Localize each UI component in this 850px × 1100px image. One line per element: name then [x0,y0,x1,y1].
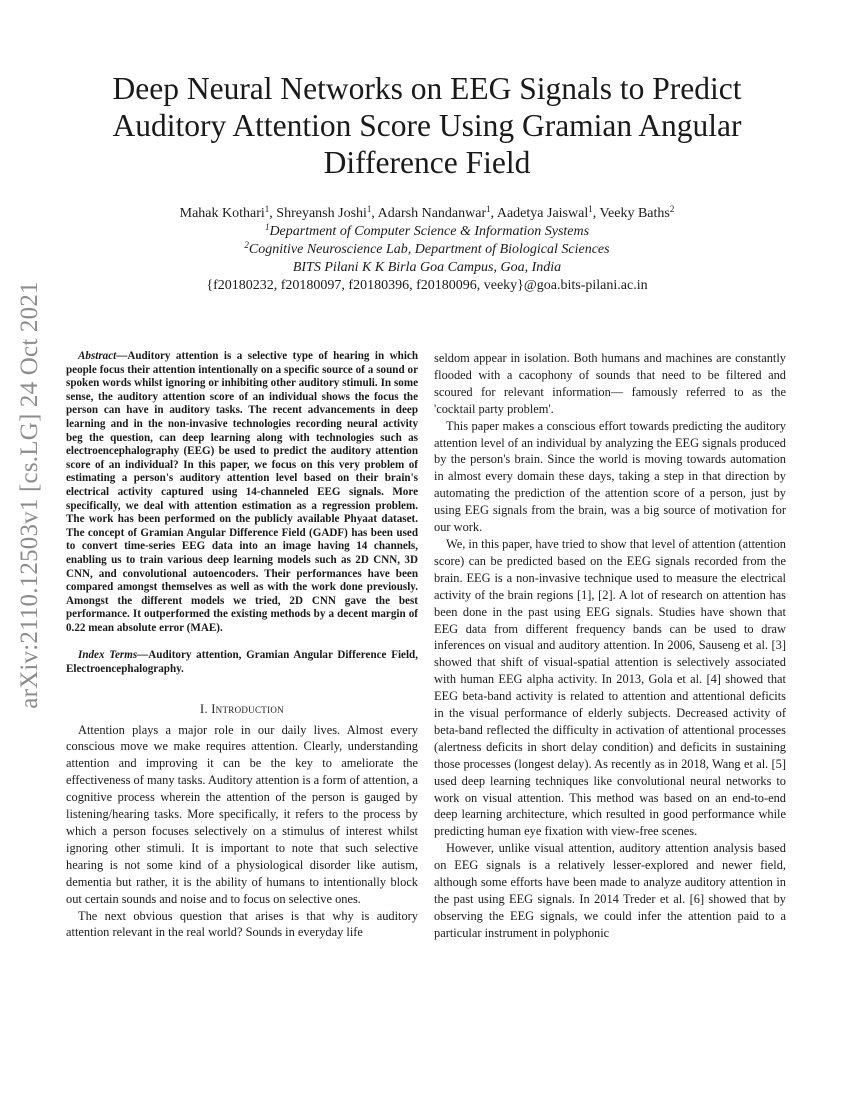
author-affiliation-mark: 2 [669,204,675,214]
arxiv-stamp-text: arXiv:2110.12503v1 [cs.LG] 24 Oct 2021 [16,281,43,709]
author: Shreyansh Joshi [276,206,367,221]
body-paragraph: The next obvious question that arises is that why is auditory attention relevant in the real world? Sounds in everyday life [66,908,418,940]
index-terms [66,649,418,676]
author: Veeky Baths [599,206,670,221]
author-affiliation-mark: 1 [264,204,270,214]
affiliation-mark: 2 [244,240,249,250]
right-column [434,350,786,942]
affiliation-mark: 1 [264,222,270,232]
abstract [66,350,418,635]
author-affiliation-mark: 1 [486,204,491,214]
left-column [66,350,418,941]
author-affiliation-mark: 1 [366,204,372,214]
body-paragraph: Attention plays a major role in our daily lives. Almost every conscious move we make requires attention. Clearly, understanding attention and improving it can be the key to ameliorate the effectiveness of many tasks. Auditory attention is a form of attention, a cognitive process wherein the attention of the person is gauged by listening/hearing tasks. More specifically, it refers to the process by which a person focuses selectively on a stimulus of interest whilst ignoring other stimuli. It is important to note that such selective hearing is not some kind of a physiological disorder like autism, dementia but rather, it is the ability of humans to intentionally block out certain sounds and noise and to focus on selective ones. [66,722,418,906]
author: Aadetya Jaiswal [496,206,589,221]
section-heading-introduction [66,701,418,718]
affiliation-text: Department of Computer Science & Information Systems [269,224,590,239]
paper-title: Deep Neural Networks on EEG Signals to Predict Auditory Attention Score Using Gramian Angular Difference Field [112,71,742,180]
author-names: Mahak Kothari$^1$, Shreyansh Joshi$^1$, Adarsh Nandanwar$^1$, Aadetya Jaiswal$^1$, Veeky Baths$^2$ [179,204,675,221]
body-paragraph: We, in this paper, have tried to show that level of attention (attention score) can be predicted based on the EEG signals recorded from the brain. EEG is a non-invasive technique used to measure the electrical activity of the brain regions [1], [2]. A lot of research on attention has been done in the past using EEG signals. Studies have shown that EEG data from different frequency bands can be used to draw inferences on visual and auditory attention. In 2006, Sauseng et al. [3] showed that shift of visual-spatial attention is selectively associated with human EEG alpha activity. In 2013, Gola et al. [4] showed that EEG beta-band activity is related to attention and attentional deficits in the visual performance of elderly subjects. Decreased activity of beta-band reflected the difficulty in activation of attentional processes (alertness deficits in short delay condition) and deficits in sustaining those processes (longest delay). As recently as in 2018, Wang et al. [5] used deep learning techniques like convolutional neural networks to work on visual attention. This method was based on an end-to-end deep learning architecture, which resulted in good performance while predicting human eye fixation with view-free scenes. [434,536,786,839]
body-paragraph: However, unlike visual attention, auditory attention analysis based on EEG signals is a relatively lesser-explored and newer field, although some efforts have been made to analyze auditory attention in the past using EEG signals. In 2014 Treder et al. [6] showed that by observing the EEG signals, we could infer the attention paid to a particular instrument in polyphonic [434,841,786,940]
body-paragraph: This paper makes a conscious effort towards predicting the auditory attention level of an individual by analyzing the EEG signals produced by the person's brain. Since the world is moving towards automation in almost every domain these days, taking a step in that direction by automating the prediction of the attention score of a person, just by using EEG signals from the brain, was a big source of motivation for our work. [434,418,786,535]
index-terms-label: Index Terms— [78,649,149,662]
affiliation-text: Cognitive Neuroscience Lab, Department of Biological Sciences [248,242,610,257]
affiliation-2 [62,241,792,259]
body-paragraph: seldom appear in isolation. Both humans and machines are constantly flooded with a cacophony of sounds that need to be filtered and scoured for relevant information— famously referred to as the 'cocktail party problem'. [434,351,786,416]
index-terms-text: Auditory attention, Gramian Angular Difference Field, Electroencephalography. [66,649,418,676]
author: Mahak Kothari [179,206,265,221]
author-emails: {f20180232, f20180097, f20180396, f20180096, veeky}@goa.bits-pilani.ac.in [206,278,648,293]
author-affiliation-mark: 1 [588,204,593,214]
abstract-label: Abstract— [78,350,128,362]
affiliation-1 [62,223,792,241]
abstract-text: Auditory attention is a selective type of hearing in which people focus their attention intentionally on a specific source of a sound or spoken words whilst ignoring or inhibiting other auditory stimuli. In some sense, the auditory attention score of an individual shows the focus the person can have in auditory tasks. The recent advancements in deep learning and in the non-invasive technologies recording neural activity beg the question, can deep learning along with technologies such as electroencephalography (EEG) be used to predict the auditory attention score of an individual? In this paper, we focus on this very problem of estimating a person's auditory attention level based on their brain's electrical activity captured using 14-channeled EEG signals. More specifically, we deal with attention estimation as a regression problem. The work has been performed on the publicly available Phyaat dataset. The concept of Gramian Angular Difference Field (GADF) has been used to convert time-series EEG data into an image having 14 channels, enabling us to train various deep learning models such as 2D CNN, 3D CNN, and convolutional autoencoders. Their performances have been compared amongst themselves as well as with the work done previously. Amongst the different models we tried, 2D CNN gave the best performance. It outperformed the existing methods by a decent margin of 0.22 mean absolute error (MAE). [66,350,418,634]
section-name: Introduction [211,701,284,716]
arxiv-stamp [12,281,48,709]
author-block [62,205,792,295]
section-number: I. [200,701,212,716]
campus: BITS Pilani K K Birla Goa Campus, Goa, India [292,260,562,275]
author: Adarsh Nandanwar [377,206,487,221]
